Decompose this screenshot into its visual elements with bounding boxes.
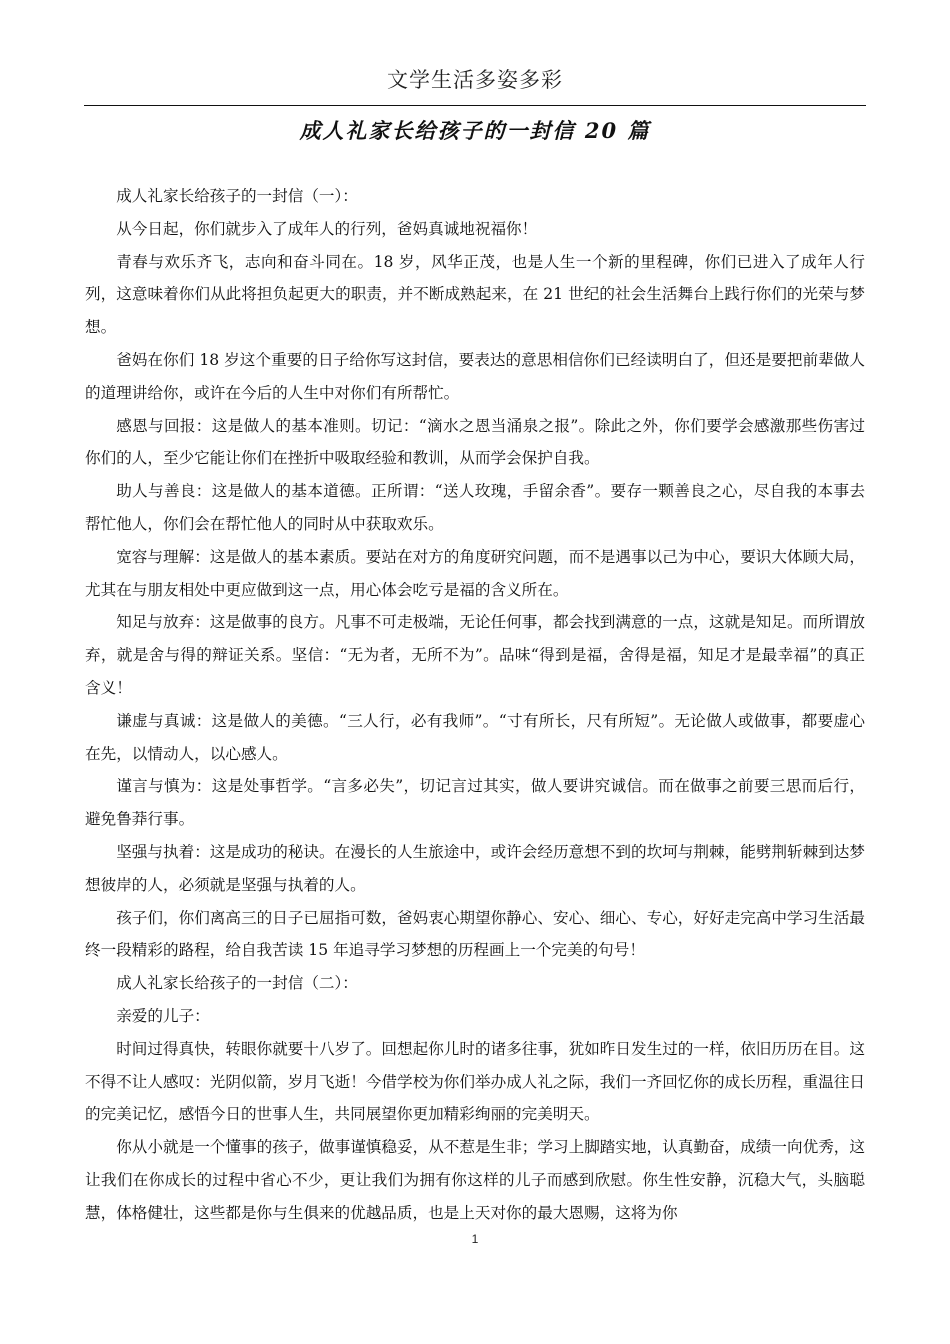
paragraph: 助人与善良：这是做人的基本道德。正所谓：“送人玫瑰，手留余香”。要存一颗善良之心，尽自我的本事去帮忙他人，你们会在帮忙他人的同时从中获取欢乐。 [85, 482, 865, 533]
paragraph: 宽容与理解：这是做人的基本素质。要站在对方的角度研究问题，而不是遇事以己为中心，要识大体顾大局，尤其在与朋友相处中更应做到这一点，用心体会吃亏是福的含义所在。 [85, 547, 865, 599]
paragraph: 知足与放弃：这是做事的良方。凡事不可走极端，无论任何事，都会找到满意的一点，这就是知足。而所谓放弃，就是舍与得的辩证关系。坚信：“无为者，无所不为”。品味“得到是福，舍得是福，知足才是最幸福”的真正含义！ [85, 613, 865, 697]
running-header-title: 文学生活多姿多彩 [387, 68, 563, 92]
header-divider [84, 105, 866, 106]
paragraph: 青春与欢乐齐飞，志向和奋斗同在。18 岁，风华正茂，也是人生一个新的里程碑，你们已进入了成年人行列，这意味着你们从此将担负起更大的职责，并不断成熟起来，在 21 世纪的社会生活舞台上践行你们的光荣与梦想。 [85, 252, 865, 337]
paragraph: 亲爱的儿子： [116, 1006, 210, 1025]
paragraph: 你从小就是一个懂事的孩子，做事谨慎稳妥，从不惹是生非；学习上脚踏实地，认真勤奋，成绩一向优秀，这让我们在你成长的过程中省心不少，更让我们为拥有你这样的儿子而感到欣慰。你生性安静，沉稳大气，头脑聪慧，体格健壮，这些都是你与生俱来的优越品质，也是上天对你的最大恩赐，这将为你 [85, 1138, 865, 1222]
page-number: 1 [471, 1232, 479, 1246]
paragraph: 爸妈在你们 18 岁这个重要的日子给你写这封信，要表达的意思相信你们已经读明白了，但还是要把前辈做人的道理讲给你，或许在今后的人生中对你们有所帮忙。 [85, 350, 865, 402]
paragraph: 谨言与慎为：这是处事哲学。“言多必失”，切记言过其实，做人要讲究诚信。而在做事之前要三思而后行，避免鲁莽行事。 [85, 777, 865, 829]
paragraph: 时间过得真快，转眼你就要十八岁了。回想起你儿时的诸多往事，犹如昨日发生过的一样，依旧历历在目。这不得不让人感叹：光阴似箭，岁月飞逝！今借学校为你们举办成人礼之际，我们一齐回忆你的成长历程，重温往日的完美记忆，感悟今日的世事人生，共同展望你更加精彩绚丽的完美明天。 [85, 1039, 865, 1124]
paragraph: 孩子们，你们离高三的日子已屈指可数，爸妈衷心期望你静心、安心、细心、专心，好好走完高中学习生活最终一段精彩的路程，给自我苦读 15 年追寻学习梦想的历程画上一个完美的句号！ [85, 908, 865, 960]
document-body [85, 180, 865, 1230]
paragraph: 坚强与执着：这是成功的秘诀。在漫长的人生旅途中，或许会经历意想不到的坎坷与荆棘，能劈荆斩棘到达梦想彼岸的人，必须就是坚强与执着的人。 [85, 842, 865, 894]
paragraph: 成人礼家长给孩子的一封信（二）： [116, 974, 358, 993]
paragraph: 成人礼家长给孩子的一封信（一）： [116, 187, 358, 205]
document-title: 成人礼家长给孩子的一封信 20 篇 [299, 118, 651, 143]
paragraph: 从今日起，你们就步入了成年人的行列，爸妈真诚地祝福你！ [116, 219, 538, 238]
paragraph: 谦虚与真诚：这是做人的美德。“三人行，必有我师”。“寸有所长，尺有所短”。无论做人或做事，都要虚心在先，以情动人，以心感人。 [85, 711, 865, 763]
paragraph: 感恩与回报：这是做人的基本准则。切记：“滴水之恩当涌泉之报”。除此之外，你们要学会感激那些伤害过你们的人，至少它能让你们在挫折中吸取经验和教训，从而学会保护自我。 [85, 416, 865, 468]
